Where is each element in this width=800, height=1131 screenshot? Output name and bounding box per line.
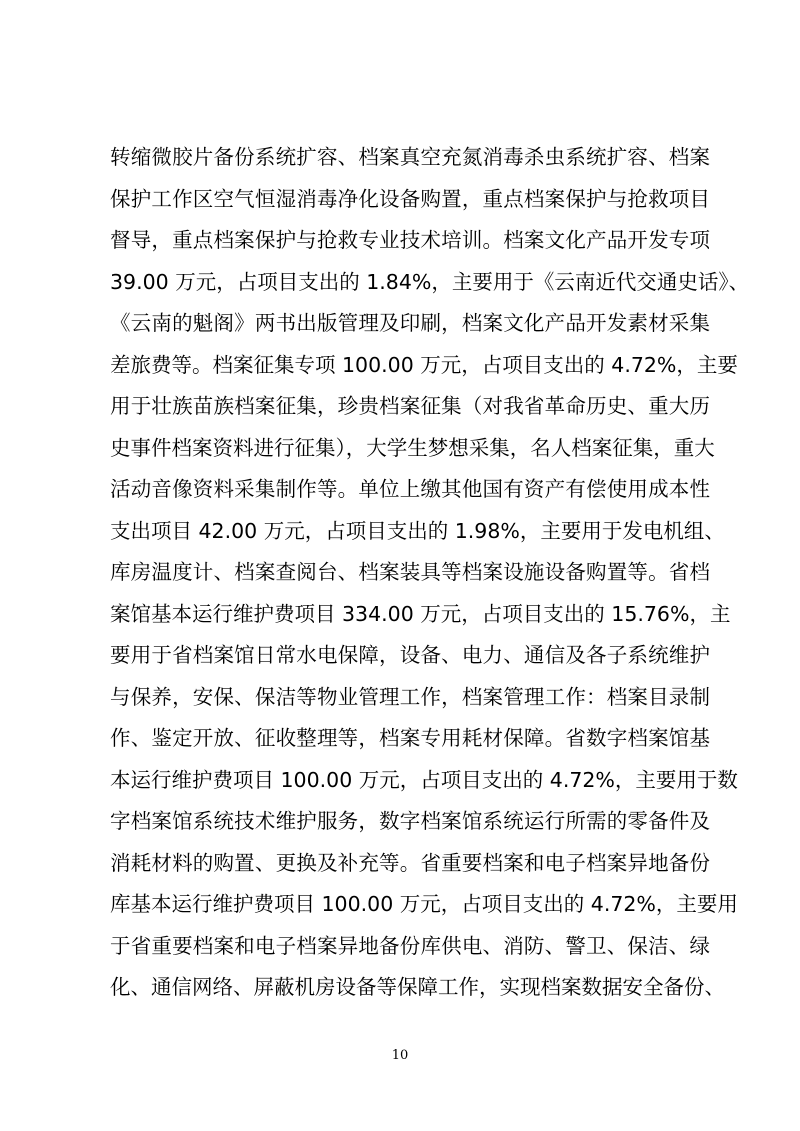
text-line: 转缩微胶片备份系统扩容、档案真空充氮消毒杀虫系统扩容、档案 <box>110 145 710 169</box>
text-line: 库基本运行维护费项目 100.00 万元，占项目支出的 4.72%，主要用 <box>110 892 738 916</box>
text-line: 作、鉴定开放、征收整理等，档案专用耗材保障。省数字档案馆基 <box>110 726 710 750</box>
text-line: 史事件档案资料进行征集），大学生梦想采集，名人档案征集，重大 <box>110 435 715 460</box>
text-line: 案馆基本运行维护费项目 334.00 万元，占项目支出的 15.76%，主 <box>110 601 731 626</box>
text-line: 督导，重点档案保护与抢救专业技术培训。档案文化产品开发专项 <box>110 228 710 252</box>
text-line: 要用于省档案馆日常水电保障，设备、电力、通信及各子系统维护 <box>110 643 710 667</box>
text-line: 库房温度计、档案查阅台、档案装具等档案设施设备购置等。省档 <box>110 560 710 584</box>
text-line: 消耗材料的购置、更换及补充等。省重要档案和电子档案异地备份 <box>110 850 710 875</box>
text-line: 差旅费等。档案征集专项 100.00 万元，占项目支出的 4.72%，主要 <box>110 352 738 377</box>
text-line: 与保养，安保、保洁等物业管理工作，档案管理工作：档案目录制 <box>110 684 710 709</box>
page-number: 10 <box>391 1048 409 1063</box>
text-line: 《云南的魁阁》两书出版管理及印刷，档案文化产品开发素材采集 <box>110 311 710 335</box>
text-line: 本运行维护费项目 100.00 万元，占项目支出的 4.72%，主要用于数 <box>110 767 738 792</box>
text-line: 39.00 万元，占项目支出的 1.84%，主要用于《云南近代交通史话》、 <box>110 269 750 294</box>
text-line: 支出项目 42.00 万元，占项目支出的 1.98%，主要用于发电机组、 <box>110 518 725 543</box>
text-line: 于省重要档案和电子档案异地备份库供电、消防、警卫、保洁、绿 <box>110 933 710 958</box>
text-line: 活动音像资料采集制作等。单位上缴其他国有资产有偿使用成本性 <box>110 477 710 501</box>
text-line: 用于壮族苗族档案征集，珍贵档案征集（对我省革命历史、重大历 <box>110 394 710 418</box>
text-line: 保护工作区空气恒湿消毒净化设备购置，重点档案保护与抢救项目 <box>110 186 710 211</box>
text-line: 化、通信网络、屏蔽机房设备等保障工作，实现档案数据安全备份、 <box>110 975 725 999</box>
text-line: 字档案馆系统技术维护服务，数字档案馆系统运行所需的零备件及 <box>110 809 710 833</box>
body-paragraph <box>110 137 750 1009</box>
